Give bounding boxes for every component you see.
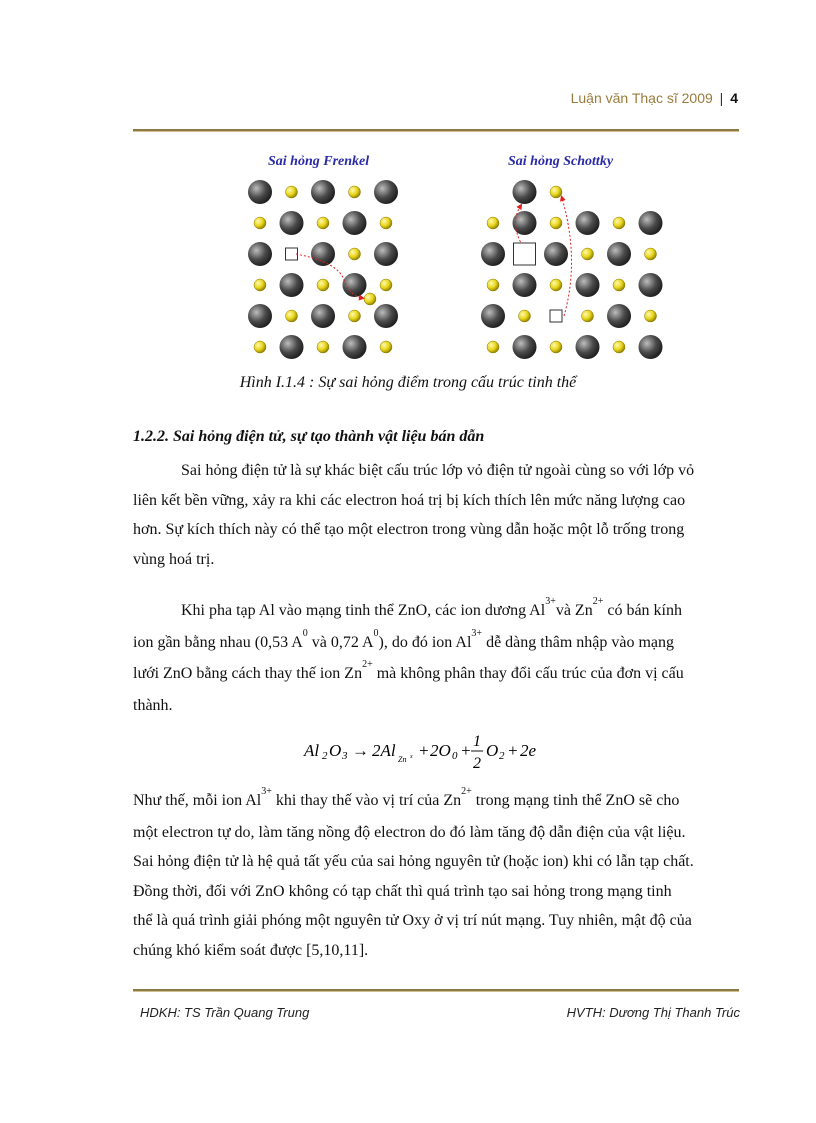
large-ion — [374, 304, 398, 328]
eq-term1-subsup: x — [410, 754, 413, 760]
text-line: chúng khó kiểm soát được [5,10,11]. — [133, 941, 369, 959]
large-ion — [248, 304, 272, 328]
eq-lhs-sub1: 2 — [322, 750, 328, 762]
frenkel-title: Sai hỏng Frenkel — [268, 154, 370, 169]
thesis-title: Luận văn Thạc sĩ 2009 — [570, 90, 713, 106]
small-ion — [582, 248, 594, 260]
eq-lhs-sub2: 3 — [342, 750, 348, 762]
header-rule — [133, 129, 739, 132]
small-ion — [613, 279, 625, 291]
small-ion — [487, 217, 499, 229]
small-ion — [317, 217, 329, 229]
large-ion — [343, 211, 367, 235]
eq-frac-num: 1 — [473, 733, 481, 750]
equation-svg — [300, 728, 560, 778]
eq-term1: 2Al — [372, 741, 396, 760]
small-ion — [349, 248, 361, 260]
text-line: Khi pha tạp Al vào mạng tinh thể ZnO, các ion dương $Al^{3+}và$ $Zn^{2+}$ có bán kính — [181, 596, 682, 619]
large-ion — [248, 180, 272, 204]
eq-plus1: + — [418, 741, 430, 760]
text-line: liên kết bền vững, xảy ra khi các electron hoá trị bị kích thích lên mức năng lượng cao — [133, 491, 686, 509]
small-ion — [645, 310, 657, 322]
large-ion — [639, 273, 663, 297]
footer-rule — [133, 989, 739, 992]
text-line: vùng hoá trị. — [133, 550, 215, 568]
large-ion — [639, 211, 663, 235]
large-ion — [311, 242, 335, 266]
small-ion — [364, 293, 376, 305]
large-ion — [343, 273, 367, 297]
large-ion — [374, 180, 398, 204]
text-line: Sai hỏng điện tử là hệ quả tất yếu của sai hỏng nguyên tử (hoặc ion) khi có lẫn tạp chất. — [133, 853, 694, 870]
small-ion — [286, 310, 298, 322]
small-ion — [349, 310, 361, 322]
eq-plus3: + — [507, 741, 519, 760]
small-ion — [380, 217, 392, 229]
text-line: một electron tự do, làm tăng nồng độ electron do đó làm tăng độ dẫn điện của vật liệu. — [133, 823, 686, 841]
paragraph-electronic-defect — [133, 456, 739, 574]
eq-term2: 2O — [430, 741, 451, 760]
large-ion — [544, 242, 568, 266]
small-ion — [582, 310, 594, 322]
doping-equation — [300, 728, 560, 778]
paragraph-conclusion — [133, 786, 739, 965]
large-ion — [311, 180, 335, 204]
small-ion — [550, 279, 562, 291]
eq-term1-sub: Zn — [398, 755, 407, 764]
large-ion — [280, 273, 304, 297]
vacancy — [550, 310, 562, 322]
small-ion — [487, 341, 499, 353]
large-ion — [639, 335, 663, 359]
small-ion — [519, 310, 531, 322]
paragraph-al-doping — [133, 596, 739, 720]
eq-term3-sub: 2 — [499, 750, 505, 762]
small-ion — [645, 248, 657, 260]
text-line: lưới ZnO bằng cách thay thế ion $Zn^{2+}$ mà không phân thay đổi cấu trúc của đơn vị cấu — [133, 659, 684, 682]
large-ion — [607, 242, 631, 266]
vacancy — [286, 248, 298, 260]
small-ion — [349, 186, 361, 198]
small-ion — [487, 279, 499, 291]
section-heading: 1.2.2. Sai hỏng điện tử, sự tạo thành vật liệu bán dẫn — [133, 428, 485, 445]
page-number: 4 — [730, 90, 738, 106]
large-ion — [280, 335, 304, 359]
text-line: Như thế, mỗi ion $Al^{3+}$ khi thay thế vào vị trí của $Zn^{2+}$ trong mạng tinh thể ZnO sẽ cho — [133, 786, 680, 809]
eq-frac-den: 2 — [473, 755, 481, 772]
small-ion — [550, 217, 562, 229]
large-ion — [513, 273, 537, 297]
text-line: Sai hỏng điện tử là sự khác biệt cấu trúc lớp vỏ điện tử ngoài cùng so với lớp vỏ — [181, 462, 695, 479]
large-ion — [343, 335, 367, 359]
large-ion — [481, 242, 505, 266]
text-line: ion gần bằng nhau (0,53 $A^0$ và 0,72 $A^0$), do đó ion $Al^{3+}$ dễ dàng thâm nhập vào mạng — [133, 627, 675, 651]
eq-lhs: Al — [304, 741, 320, 760]
text-line: hơn. Sự kích thích này có thể tạo một electron trong vùng dẫn hoặc một lỗ trống trong — [133, 521, 685, 538]
footer-student: HVTH: Dương Thị Thanh Trúc — [566, 1005, 740, 1020]
small-ion — [613, 341, 625, 353]
crystal-defect-figure — [238, 150, 668, 365]
small-ion — [613, 217, 625, 229]
small-ion — [286, 186, 298, 198]
small-ion — [254, 279, 266, 291]
text-line: Đồng thời, đối với ZnO không có tạp chất thì quá trình tạo sai hỏng trong mạng tinh — [133, 882, 672, 900]
large-ion — [374, 242, 398, 266]
small-ion — [550, 186, 562, 198]
schottky-title: Sai hỏng Schottky — [508, 154, 614, 169]
small-ion — [254, 341, 266, 353]
small-ion — [254, 217, 266, 229]
small-ion — [317, 279, 329, 291]
large-ion — [607, 304, 631, 328]
large-ion — [576, 211, 600, 235]
eq-lhs-o: O — [329, 741, 342, 760]
page-header — [571, 90, 738, 106]
large-ion — [248, 242, 272, 266]
small-ion — [380, 341, 392, 353]
eq-plus2: + — [460, 741, 472, 760]
figure-caption: Hình I.1.4 : Sự sai hỏng điểm trong cấu trúc tinh thể — [239, 374, 577, 391]
eq-term2-sub: 0 — [452, 750, 458, 762]
lattice-diagram — [238, 150, 668, 365]
small-ion — [550, 341, 562, 353]
vacancy — [514, 243, 536, 265]
large-ion — [576, 335, 600, 359]
large-ion — [280, 211, 304, 235]
eq-term4: 2e — [520, 741, 537, 760]
eq-term3: O — [486, 741, 499, 760]
header-separator: | — [719, 90, 724, 106]
footer-advisor: HDKH: TS Trần Quang Trung — [140, 1005, 310, 1020]
large-ion — [576, 273, 600, 297]
text-line: thể là quá trình giải phóng một nguyên tử Oxy ở vị trí nút mạng. Tuy nhiên, mật độ của — [133, 912, 692, 929]
large-ion — [311, 304, 335, 328]
large-ion — [513, 335, 537, 359]
large-ion — [481, 304, 505, 328]
text-line: thành. — [133, 696, 173, 714]
small-ion — [380, 279, 392, 291]
large-ion — [513, 211, 537, 235]
eq-arrow: → — [352, 741, 369, 760]
large-ion — [513, 180, 537, 204]
small-ion — [317, 341, 329, 353]
